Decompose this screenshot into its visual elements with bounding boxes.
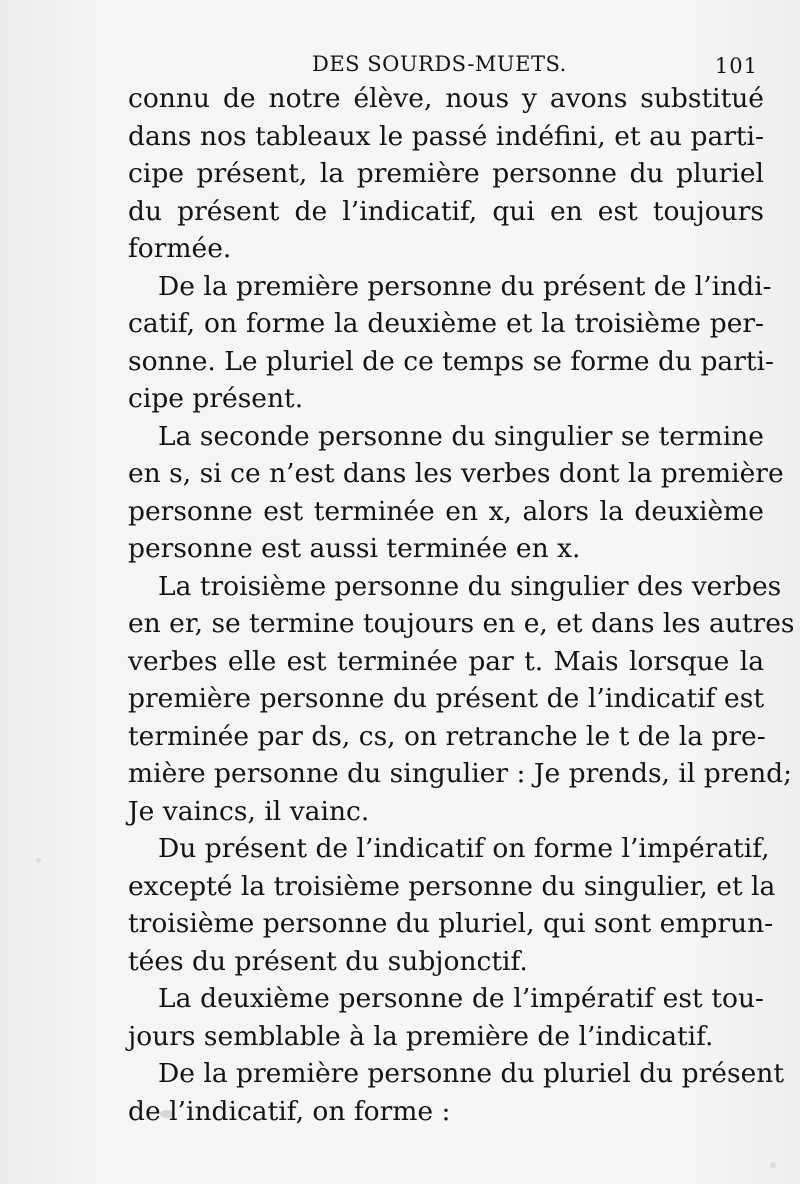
- text-line: personne est terminée en x, alors la deuxième: [128, 495, 764, 527]
- text-line: jours semblable à la première de l’indicatif.: [128, 1020, 714, 1052]
- text-line: de l’indicatif, on forme :: [128, 1095, 451, 1127]
- page-header: [122, 52, 758, 82]
- text-line: La seconde personne du singulier se termine: [158, 420, 764, 452]
- text-line: cipe présent, la première personne du pluriel: [128, 158, 764, 189]
- text-line: excepté la troisième personne du singulier, et la: [128, 870, 776, 902]
- text-line: connu de notre élève, nous y avons substitué: [128, 83, 764, 114]
- text-line: verbes elle est terminée par t. Mais lorsque la: [128, 645, 764, 677]
- text-line: Je vaincs, il vainc.: [128, 795, 370, 827]
- text-line: du présent de l’indicatif, qui en est toujours: [128, 195, 764, 227]
- text-line: catif, on forme la deuxième et la troisième per-: [128, 308, 764, 339]
- text-line: De la première personne du pluriel du présent: [158, 1058, 784, 1089]
- text-line: La deuxième personne de l’impératif est tou-: [158, 983, 764, 1014]
- text-line: personne est aussi terminée en x.: [128, 533, 581, 564]
- text-line: tées du présent du subjonctif.: [128, 945, 528, 977]
- body-text: [128, 80, 795, 1130]
- text-line: en s, si ce n’est dans les verbes dont la première: [128, 458, 784, 489]
- text-line: La troisième personne du singulier des verbes: [158, 570, 782, 602]
- text-line: dans nos tableaux le passé indéfini, et au parti-: [128, 120, 764, 152]
- paper-speck: [36, 858, 41, 863]
- text-line: terminée par ds, cs, on retranche le t de la pre-: [128, 720, 766, 752]
- paper-speck: [770, 1162, 776, 1168]
- text-line: en er, se termine toujours en e, et dans les autres: [128, 608, 795, 639]
- text-line: cipe présent.: [128, 383, 304, 414]
- page-number: 101: [714, 54, 758, 78]
- text-line: De la première personne du présent de l’indi-: [158, 270, 772, 302]
- text-line: Du présent de l’indicatif on forme l’impératif,: [158, 833, 770, 864]
- paper-speck: [160, 1110, 174, 1118]
- text-line: sonne. Le pluriel de ce temps se forme du parti-: [128, 345, 774, 377]
- text-line: troisième personne du pluriel, qui sont emprun-: [128, 908, 774, 939]
- text-line: formée.: [128, 233, 232, 264]
- running-head: DES SOURDS-MUETS.: [312, 52, 567, 76]
- text-line: première personne du présent de l’indicatif est: [128, 683, 764, 714]
- text-line: mière personne du singulier : Je prends, il prend;: [128, 758, 793, 789]
